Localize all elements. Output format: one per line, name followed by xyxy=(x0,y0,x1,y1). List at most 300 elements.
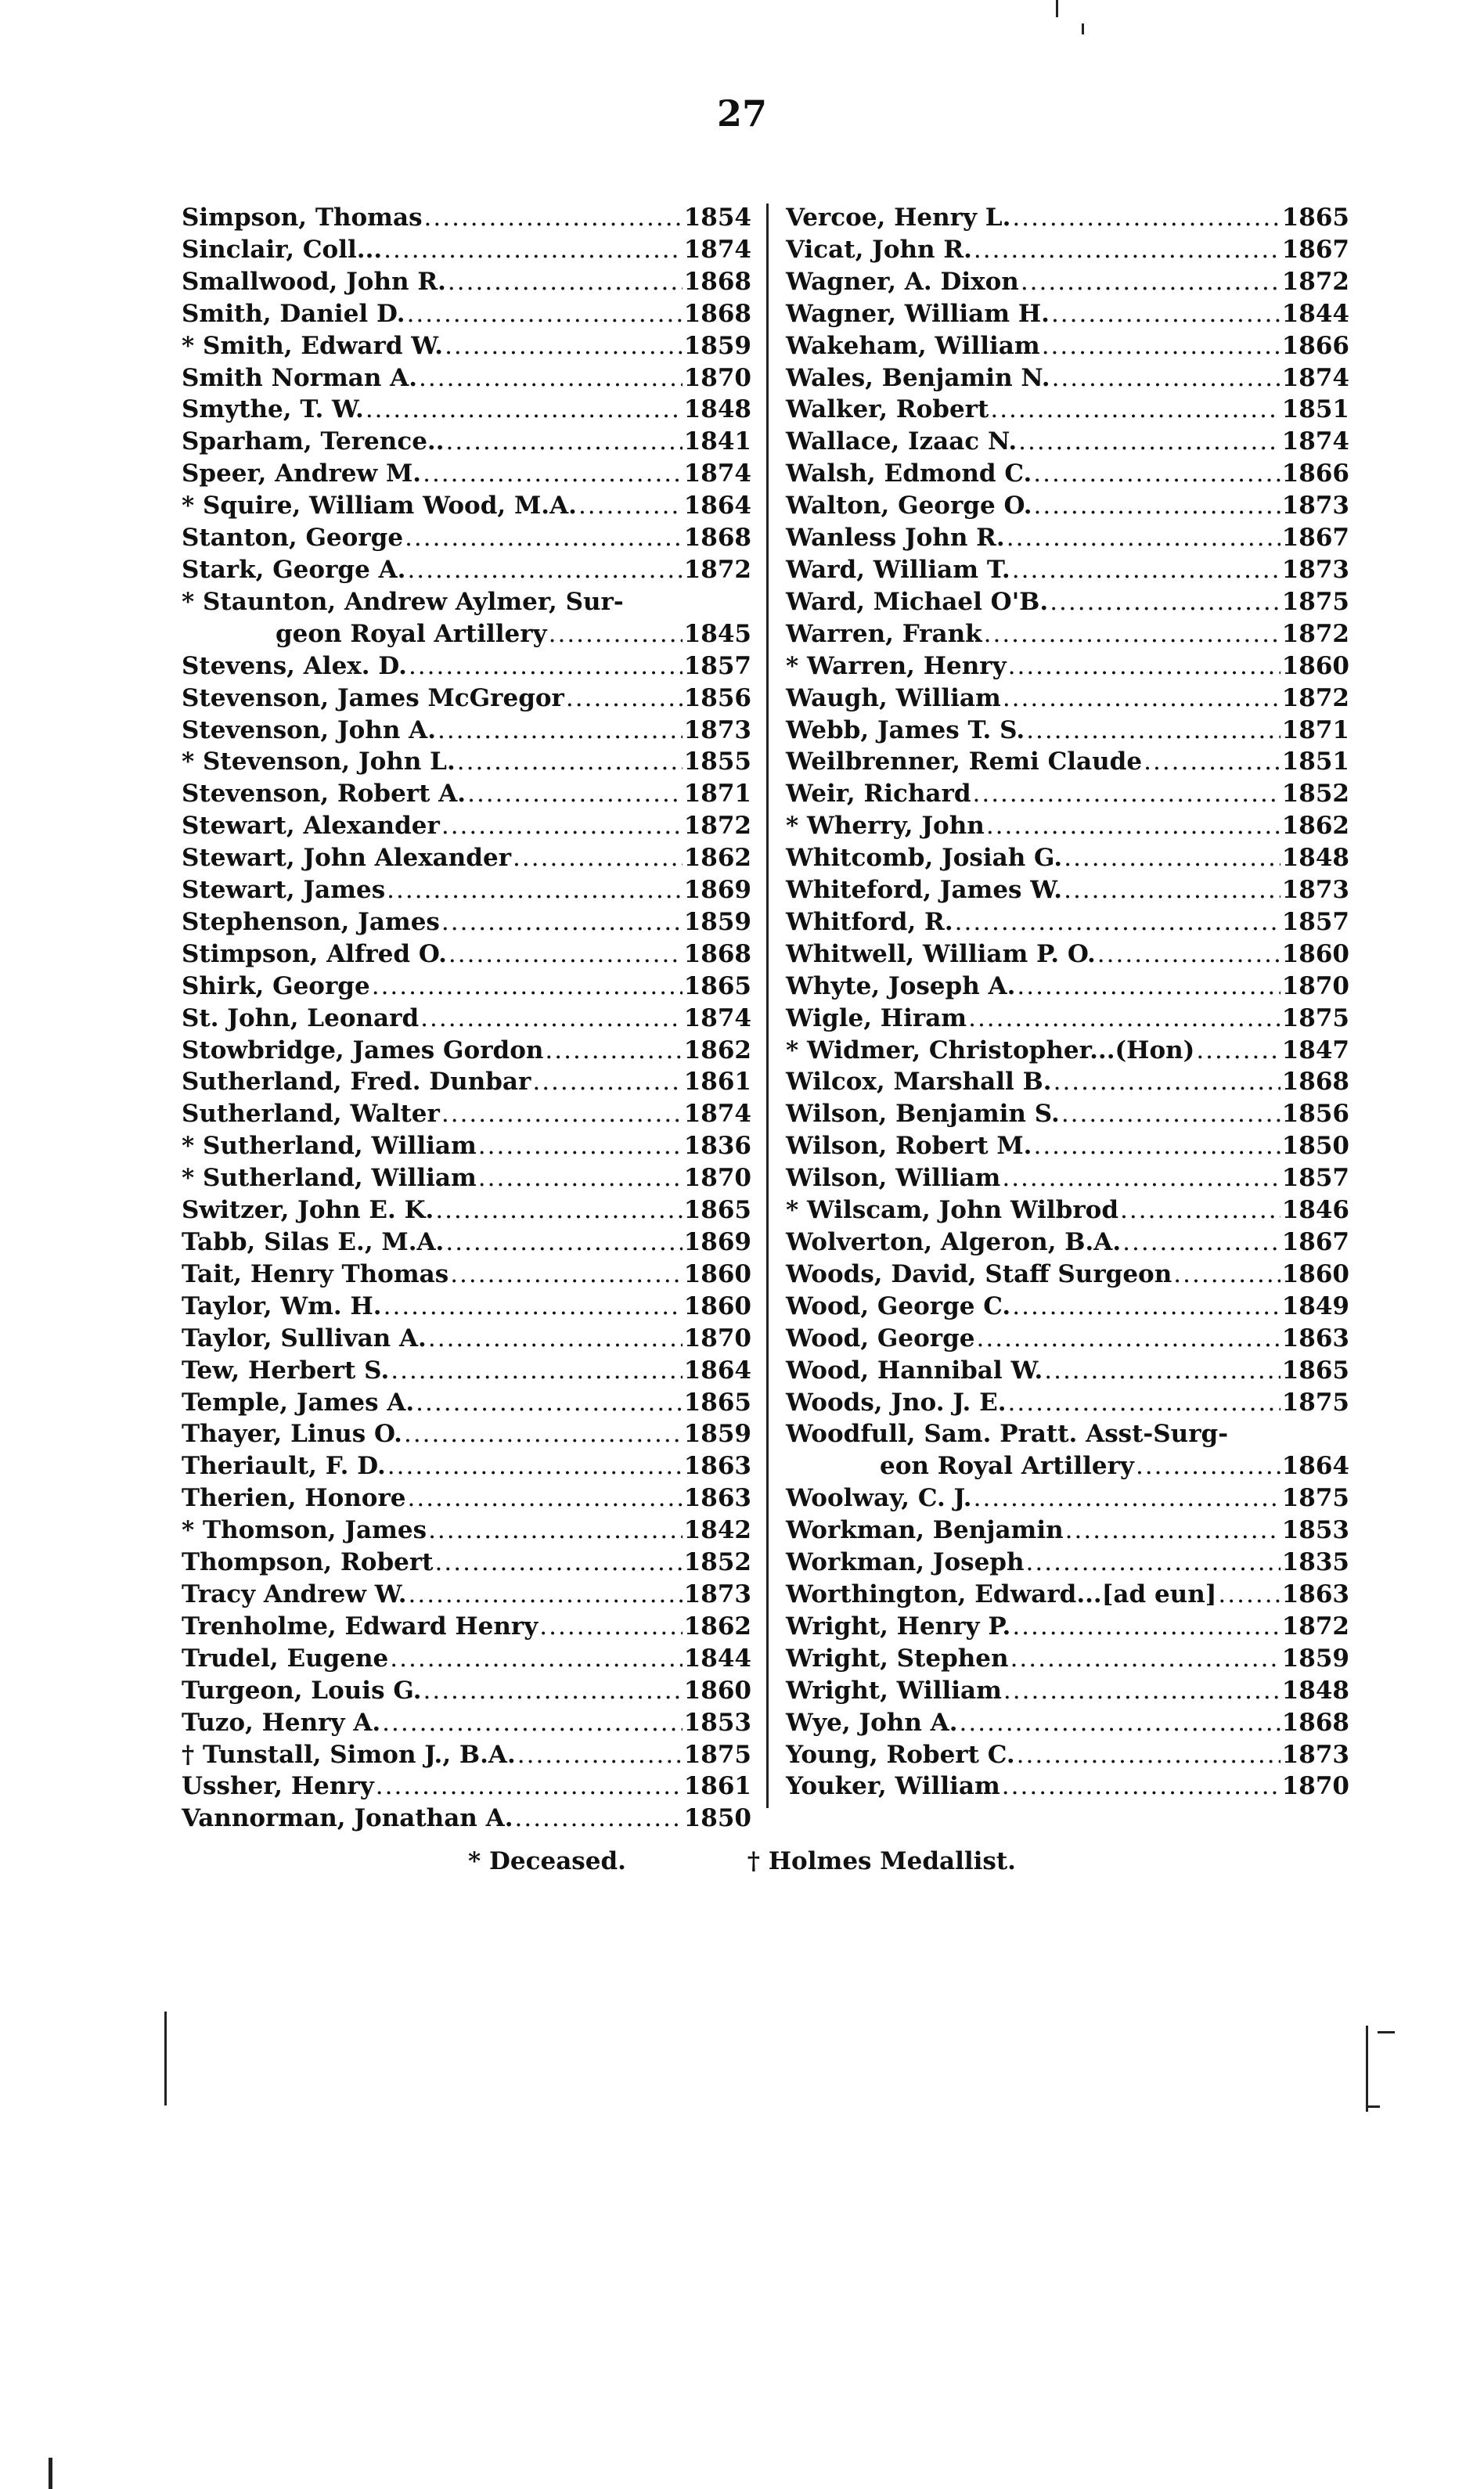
entry-name: Trudel, Eugene xyxy=(182,1644,389,1673)
entry-year: 1868 xyxy=(1281,1708,1349,1737)
entry-name: Warren, Frank xyxy=(786,619,982,648)
entry-year: 1844 xyxy=(1281,299,1349,328)
leader-dots xyxy=(1002,1162,1280,1194)
leader-dots xyxy=(424,202,683,234)
entry-name: Vannorman, Jonathan A. xyxy=(182,1804,513,1833)
scan-mark xyxy=(1378,2031,1395,2033)
entry-year: 1857 xyxy=(1281,1164,1349,1193)
list-item xyxy=(182,1194,751,1226)
leader-dots xyxy=(1064,842,1280,874)
leader-dots xyxy=(420,1003,683,1035)
entry-name: Wilcox, Marshall B. xyxy=(786,1068,1052,1097)
entry-year: 1875 xyxy=(1281,587,1349,616)
list-item xyxy=(182,394,751,426)
scan-mark xyxy=(1082,23,1084,34)
entry-name: Wagner, William H. xyxy=(786,299,1050,328)
entry-year: 1870 xyxy=(1281,1772,1349,1801)
leader-dots xyxy=(428,1323,683,1355)
leader-dots xyxy=(372,971,683,1003)
entry-name: Sutherland, Fred. Dunbar xyxy=(182,1068,531,1097)
entry-name: Wilson, Robert M. xyxy=(786,1132,1032,1161)
list-item xyxy=(182,586,751,618)
entry-name: Smith, Daniel D. xyxy=(182,299,405,328)
leader-dots xyxy=(539,1611,682,1643)
entry-year: 1835 xyxy=(1281,1548,1349,1577)
entry-year: 1863 xyxy=(683,1452,751,1481)
leader-dots xyxy=(1042,330,1280,362)
leader-dots xyxy=(1044,1355,1280,1387)
entry-year: 1870 xyxy=(683,363,751,392)
list-item xyxy=(182,1611,751,1643)
leader-dots xyxy=(441,906,683,938)
list-item xyxy=(786,1098,1349,1130)
entry-year: 1872 xyxy=(1281,1612,1349,1641)
leader-dots xyxy=(391,1355,682,1387)
leader-dots xyxy=(407,554,682,586)
entry-name: Thayer, Linus O. xyxy=(182,1420,402,1449)
leader-dots xyxy=(1003,683,1280,715)
leader-dots xyxy=(441,1098,683,1130)
entry-name: Woods, Jno. J. E. xyxy=(786,1388,1007,1417)
entry-year: 1857 xyxy=(683,651,751,680)
list-item xyxy=(786,586,1349,618)
entry-year: 1863 xyxy=(1281,1579,1349,1608)
leader-dots xyxy=(986,810,1280,842)
entry-year: 1870 xyxy=(1281,971,1349,1000)
list-item xyxy=(182,458,751,490)
entry-year: 1848 xyxy=(683,395,751,424)
entry-year: 1851 xyxy=(1281,395,1349,424)
leader-dots xyxy=(405,522,683,554)
list-item xyxy=(182,1355,751,1387)
entry-year: 1848 xyxy=(1281,1676,1349,1705)
list-item xyxy=(182,362,751,394)
leader-dots xyxy=(450,1259,683,1291)
entry-year: 1874 xyxy=(683,1003,751,1032)
entry-year: 1841 xyxy=(683,427,751,456)
list-item xyxy=(182,1770,751,1803)
entry-name: Stevens, Alex. D. xyxy=(182,651,407,680)
entry-year: 1873 xyxy=(683,1579,751,1608)
entry-name: Wolverton, Algeron, B.A. xyxy=(786,1228,1122,1256)
list-item xyxy=(786,1643,1349,1675)
list-item xyxy=(786,1770,1349,1803)
list-item xyxy=(182,1387,751,1419)
leader-dots xyxy=(1026,715,1280,747)
entry-name: Worthington, Edward...[ad eun] xyxy=(786,1579,1217,1608)
entry-year: 1861 xyxy=(683,1068,751,1097)
list-item xyxy=(182,1707,751,1739)
entry-year: 1849 xyxy=(1281,1291,1349,1320)
list-item xyxy=(182,1675,751,1707)
leader-dots xyxy=(974,234,1280,266)
list-item xyxy=(182,426,751,458)
list-item xyxy=(182,618,751,650)
entry-year: 1869 xyxy=(683,876,751,905)
list-item xyxy=(182,1450,751,1482)
entry-year: 1853 xyxy=(1281,1516,1349,1545)
list-item xyxy=(786,1035,1349,1067)
list-item xyxy=(182,971,751,1003)
entry-name: Smith Norman A. xyxy=(182,363,418,392)
list-item xyxy=(182,874,751,906)
list-item xyxy=(182,1226,751,1259)
entry-year: 1859 xyxy=(683,907,751,936)
leader-dots xyxy=(1122,1226,1280,1259)
entry-year: 1868 xyxy=(683,939,751,968)
leader-dots xyxy=(1061,1098,1280,1130)
list-item xyxy=(786,1450,1349,1482)
entry-year: 1860 xyxy=(1281,651,1349,680)
leader-dots xyxy=(1173,1259,1280,1291)
leader-dots xyxy=(423,1675,683,1707)
entry-year: 1868 xyxy=(683,524,751,553)
entry-name: Weir, Richard xyxy=(786,780,971,809)
leader-dots xyxy=(409,1579,683,1611)
entry-name: Simpson, Thomas xyxy=(182,204,423,232)
leader-dots xyxy=(514,1803,682,1835)
list-item xyxy=(182,683,751,715)
entry-name: Temple, James A. xyxy=(182,1388,415,1417)
entry-year: 1857 xyxy=(1281,907,1349,936)
leader-dots xyxy=(419,362,683,394)
leader-dots xyxy=(478,1130,683,1162)
leader-dots xyxy=(1018,426,1280,458)
leader-dots xyxy=(1052,362,1280,394)
entry-year: 1836 xyxy=(683,1132,751,1161)
column-divider xyxy=(766,204,769,1808)
entry-name: Stevenson, Robert A. xyxy=(182,780,466,809)
leader-dots xyxy=(1054,1066,1280,1098)
leader-dots xyxy=(549,618,683,650)
leader-dots xyxy=(1008,650,1280,683)
entry-name: Wood, George xyxy=(786,1324,975,1353)
entry-name: * Wilscam, John Wilbrod xyxy=(786,1196,1119,1225)
leader-dots xyxy=(968,1003,1280,1035)
list-item xyxy=(786,778,1349,810)
entry-name: Stimpson, Alfred O. xyxy=(182,939,447,968)
list-item xyxy=(182,490,751,522)
entry-name: Weilbrenner, Remi Claude xyxy=(786,747,1143,776)
leader-dots xyxy=(1033,458,1280,490)
list-item xyxy=(786,874,1349,906)
list-item xyxy=(182,522,751,554)
entry-year: 1846 xyxy=(1281,1196,1349,1225)
leader-dots xyxy=(467,778,683,810)
entry-name: Tait, Henry Thomas xyxy=(182,1259,449,1288)
entry-name: Ward, William T. xyxy=(786,555,1010,584)
list-item xyxy=(182,1323,751,1355)
leader-dots xyxy=(513,842,683,874)
entry-name: Wales, Benjamin N. xyxy=(786,363,1050,392)
entry-name: Smythe, T. W. xyxy=(182,395,364,424)
entry-name: Walton, George O. xyxy=(786,492,1032,520)
entry-year: 1868 xyxy=(683,299,751,328)
entry-year: 1860 xyxy=(683,1291,751,1320)
entry-name: Wakeham, William xyxy=(786,331,1040,360)
entry-name: * Stevenson, John L. xyxy=(182,747,456,776)
list-item xyxy=(786,490,1349,522)
list-item xyxy=(182,1066,751,1098)
entry-name: Stephenson, James xyxy=(182,907,440,936)
entry-year: 1864 xyxy=(683,492,751,520)
leader-dots xyxy=(1012,1291,1280,1323)
list-item xyxy=(182,554,751,586)
leader-dots xyxy=(1012,1611,1280,1643)
entry-year: 1872 xyxy=(1281,619,1349,648)
leader-dots xyxy=(1097,938,1280,971)
entry-name: Wilson, Benjamin S. xyxy=(786,1100,1060,1129)
entry-year: 1875 xyxy=(683,1740,751,1769)
entry-name: Speer, Andrew M. xyxy=(182,459,422,488)
entry-name: Vercoe, Henry L. xyxy=(786,204,1011,232)
list-item xyxy=(786,1387,1349,1419)
leader-dots xyxy=(1026,1547,1280,1579)
medallist-note: † Holmes Medallist. xyxy=(747,1847,1016,1875)
leader-dots xyxy=(532,1066,682,1098)
entry-year: 1867 xyxy=(1281,524,1349,553)
list-item xyxy=(182,746,751,778)
entry-year: 1852 xyxy=(683,1548,751,1577)
leader-dots xyxy=(1033,490,1280,522)
left-column xyxy=(182,202,751,1835)
list-item xyxy=(786,458,1349,490)
entry-name: Tracy Andrew W. xyxy=(182,1579,407,1608)
leader-dots xyxy=(428,1515,683,1547)
list-item xyxy=(786,971,1349,1003)
entry-year: 1871 xyxy=(683,780,751,809)
entry-year: 1865 xyxy=(683,1388,751,1417)
leader-dots xyxy=(445,330,683,362)
entry-name: eon Royal Artillery xyxy=(880,1452,1134,1481)
leader-dots xyxy=(1050,586,1280,618)
leader-dots xyxy=(1021,266,1280,298)
entry-name: Vicat, John R. xyxy=(786,235,972,264)
entry-year: 1853 xyxy=(683,1708,751,1737)
entry-year: 1863 xyxy=(1281,1324,1349,1353)
entry-name: Stevenson, James McGregor xyxy=(182,683,564,712)
entry-name: Waugh, William xyxy=(786,683,1001,712)
entry-name: * Squire, William Wood, M.A. xyxy=(182,492,577,520)
entry-name: Stanton, George xyxy=(182,524,404,553)
entry-year: 1872 xyxy=(683,812,751,841)
entry-name: Wallace, Izaac N. xyxy=(786,427,1018,456)
entry-year: 1860 xyxy=(1281,1259,1349,1288)
entry-name: Woolway, C. J. xyxy=(786,1484,972,1513)
entry-year: 1875 xyxy=(1281,1388,1349,1417)
entry-year: 1864 xyxy=(683,1356,751,1385)
entry-year: 1874 xyxy=(1281,427,1349,456)
entry-year: 1850 xyxy=(1281,1132,1349,1161)
entry-name: Taylor, Wm. H. xyxy=(182,1291,382,1320)
leader-dots xyxy=(1136,1450,1280,1482)
leader-dots xyxy=(390,1643,682,1675)
entry-name: Stowbridge, James Gordon xyxy=(182,1036,544,1064)
entry-name: * Sutherland, William xyxy=(182,1132,477,1161)
entry-year: 1875 xyxy=(1281,1484,1349,1513)
list-item xyxy=(786,202,1349,234)
leader-dots xyxy=(478,1162,683,1194)
list-item xyxy=(786,618,1349,650)
list-item xyxy=(182,330,751,362)
list-item xyxy=(182,1515,751,1547)
entry-name: Walsh, Edmond C. xyxy=(786,459,1032,488)
entry-name: Woodfull, Sam. Pratt. Asst-Surg- xyxy=(786,1420,1229,1449)
leader-dots xyxy=(974,1482,1280,1515)
entry-name: Stevenson, John A. xyxy=(182,715,437,744)
leader-dots xyxy=(404,1418,683,1450)
list-item xyxy=(786,1066,1349,1098)
entry-year: 1847 xyxy=(1281,1036,1349,1064)
entry-year: 1874 xyxy=(1281,363,1349,392)
leader-dots xyxy=(457,746,683,778)
list-item xyxy=(786,298,1349,330)
list-item xyxy=(182,1418,751,1450)
leader-dots xyxy=(438,715,683,747)
entry-year: 1848 xyxy=(1281,844,1349,873)
leader-dots xyxy=(1218,1579,1280,1611)
leader-dots xyxy=(435,1547,683,1579)
entry-name: * Sutherland, William xyxy=(182,1164,477,1193)
list-item xyxy=(786,394,1349,426)
list-item xyxy=(786,1707,1349,1739)
entry-year: 1873 xyxy=(683,715,751,744)
entry-name: * Staunton, Andrew Aylmer, Sur- xyxy=(182,587,624,616)
list-item xyxy=(786,1130,1349,1162)
leader-dots xyxy=(977,1323,1280,1355)
entry-name: Turgeon, Louis G. xyxy=(182,1676,422,1705)
entry-year: 1874 xyxy=(683,1100,751,1129)
entry-name: Taylor, Sullivan A. xyxy=(182,1324,427,1353)
list-item xyxy=(786,1611,1349,1643)
list-item xyxy=(786,650,1349,683)
entry-name: Ussher, Henry xyxy=(182,1772,374,1801)
leader-dots xyxy=(1051,298,1280,330)
entry-year: 1866 xyxy=(1281,331,1349,360)
list-item xyxy=(182,1003,751,1035)
entry-name: Ward, Michael O'B. xyxy=(786,587,1049,616)
entry-name: Tabb, Silas E., M.A. xyxy=(182,1228,445,1256)
entry-name: Wood, Hannibal W. xyxy=(786,1356,1043,1385)
leader-dots xyxy=(1065,1515,1280,1547)
entry-year: 1862 xyxy=(683,1036,751,1064)
leader-dots xyxy=(1007,522,1280,554)
entry-year: 1874 xyxy=(683,235,751,264)
list-item xyxy=(182,715,751,747)
leader-dots xyxy=(1196,1035,1280,1067)
list-item xyxy=(182,202,751,234)
entry-year: 1845 xyxy=(683,619,751,648)
scan-mark xyxy=(1056,0,1058,17)
entry-year: 1859 xyxy=(683,331,751,360)
leader-dots xyxy=(435,1194,682,1226)
entry-year: 1859 xyxy=(1281,1644,1349,1673)
list-item xyxy=(786,1226,1349,1259)
entry-year: 1842 xyxy=(683,1516,751,1545)
leader-dots xyxy=(445,1226,682,1259)
entry-year: 1866 xyxy=(1281,459,1349,488)
entry-year: 1865 xyxy=(1281,1356,1349,1385)
list-item xyxy=(786,842,1349,874)
entry-year: 1873 xyxy=(1281,555,1349,584)
list-item xyxy=(786,938,1349,971)
list-item xyxy=(786,715,1349,747)
list-item xyxy=(182,1739,751,1771)
leader-dots xyxy=(376,1770,683,1803)
list-item xyxy=(786,234,1349,266)
leader-dots xyxy=(384,234,683,266)
entry-name: Workman, Benjamin xyxy=(786,1516,1064,1545)
entry-year: 1852 xyxy=(1281,780,1349,809)
leader-dots xyxy=(1012,202,1280,234)
leader-dots xyxy=(984,618,1280,650)
entry-name: Sinclair, Coll... xyxy=(182,235,383,264)
entry-name: Whyte, Joseph A. xyxy=(786,971,1016,1000)
entry-year: 1859 xyxy=(683,1420,751,1449)
leader-dots xyxy=(955,906,1280,938)
entry-name: Woods, David, Staff Surgeon xyxy=(786,1259,1172,1288)
leader-dots xyxy=(566,683,683,715)
leader-dots xyxy=(409,650,683,683)
entry-year: 1867 xyxy=(1281,1228,1349,1256)
entry-name: Whitcomb, Josiah G. xyxy=(786,844,1063,873)
list-item xyxy=(182,234,751,266)
list-item xyxy=(786,1482,1349,1515)
entry-name: Stewart, Alexander xyxy=(182,812,440,841)
entry-year: 1851 xyxy=(1281,747,1349,776)
list-item xyxy=(182,1643,751,1675)
list-item xyxy=(182,842,751,874)
entry-year: 1868 xyxy=(1281,1068,1349,1097)
list-item xyxy=(786,426,1349,458)
entry-name: Trenholme, Edward Henry xyxy=(182,1612,538,1641)
entry-year: 1856 xyxy=(683,683,751,712)
leader-dots xyxy=(1017,971,1280,1003)
page-number: 27 xyxy=(716,92,767,135)
entry-name: Wigle, Hiram xyxy=(786,1003,967,1032)
entry-name: * Wherry, John xyxy=(786,812,985,841)
entry-name: Shirk, George xyxy=(182,971,370,1000)
entry-name: Workman, Joseph xyxy=(786,1548,1025,1577)
list-item xyxy=(182,938,751,971)
leader-dots xyxy=(1033,1130,1280,1162)
leader-dots xyxy=(366,394,683,426)
entry-name: Whitford, R. xyxy=(786,907,953,936)
entry-name: Stewart, John Alexander xyxy=(182,844,512,873)
entry-year: 1854 xyxy=(683,204,751,232)
leader-dots xyxy=(1002,1770,1280,1803)
leader-dots xyxy=(517,1739,683,1771)
entry-year: 1873 xyxy=(1281,876,1349,905)
entry-year: 1844 xyxy=(683,1644,751,1673)
entry-year: 1862 xyxy=(683,844,751,873)
list-item xyxy=(182,810,751,842)
leader-dots xyxy=(990,394,1280,426)
list-item xyxy=(786,1291,1349,1323)
entry-name: Wye, John A. xyxy=(786,1708,958,1737)
list-item xyxy=(786,1259,1349,1291)
leader-dots xyxy=(1003,1675,1280,1707)
list-item xyxy=(182,1259,751,1291)
entry-name: † Tunstall, Simon J., B.A. xyxy=(182,1740,516,1769)
entry-year: 1869 xyxy=(683,1228,751,1256)
entry-name: Wilson, William xyxy=(786,1164,1001,1193)
scan-mark xyxy=(164,2012,167,2105)
entry-year: 1868 xyxy=(683,267,751,296)
list-item xyxy=(786,266,1349,298)
entry-name: * Warren, Henry xyxy=(786,651,1007,680)
entry-name: * Widmer, Christopher...(Hon) xyxy=(786,1036,1195,1064)
